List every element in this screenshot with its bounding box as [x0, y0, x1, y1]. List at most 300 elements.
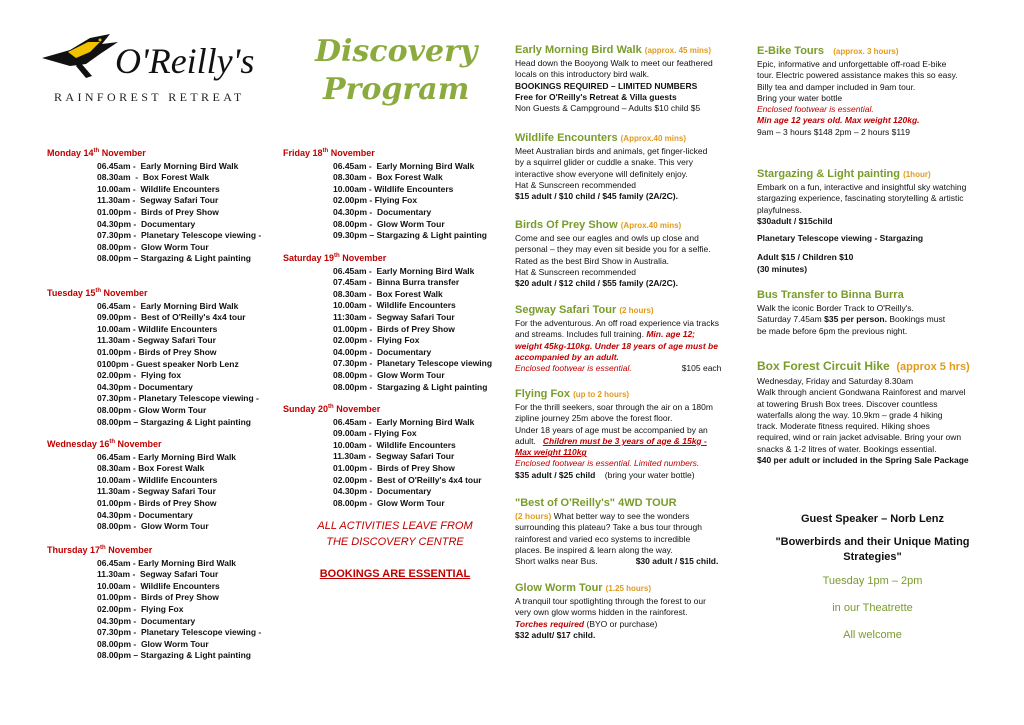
schedule-time: 10.00am [97, 474, 131, 485]
schedule-time: 11:30am [333, 311, 367, 322]
schedule-row [47, 521, 236, 533]
schedule-row [47, 161, 261, 173]
schedule-time: 08.00pm [97, 638, 132, 649]
activity-title [757, 167, 989, 182]
schedule-activity: - Planetary Telescope viewing - [131, 230, 262, 241]
schedule-activity: - Binna Burra transfer [366, 277, 460, 288]
schedule-row [47, 219, 261, 231]
schedule-activity: - Planetary Telescope viewing - [131, 627, 262, 638]
box-forest-price: $40 per adult or included in the Spring Sale Package [757, 455, 969, 466]
activity-box-forest [757, 358, 989, 466]
schedule-activity: - Glow Worm Tour [131, 241, 209, 252]
best-of-line: rainforest and varied eco systems to incredible [515, 533, 691, 544]
schedule-activity: - Birds of Prey Show [131, 346, 217, 357]
schedule-time: 07.30pm [97, 393, 132, 404]
schedule-time: 01.00pm [97, 346, 132, 357]
day-month: November [328, 148, 375, 158]
schedule-row [47, 207, 261, 219]
glow-title: Glow Worm Tour [515, 582, 603, 594]
schedule-activity: - Wildlife Encounters [130, 474, 218, 485]
schedule-row [47, 301, 259, 313]
bus-title: Bus Transfer to Binna Burra [757, 289, 904, 301]
schedule-time: 10.00am [333, 183, 367, 194]
schedule-row [283, 486, 482, 498]
schedule-time: 06.45am [97, 557, 131, 568]
fox-children-age: Children must be 3 years of age & 15kg - [542, 435, 707, 446]
telescope-title: Planetary Telescope viewing - Stargazing [757, 233, 924, 244]
day-month: November [105, 545, 153, 555]
schedule-activity: - Early Morning Bird Walk [366, 416, 475, 427]
program-title [315, 33, 477, 109]
segway-weight: weight 45kg-110kg. Under 18 years of age must be [515, 340, 718, 351]
schedule-row [47, 604, 261, 616]
program-title-line2: Program [323, 72, 470, 107]
day-name: Monday 14 [47, 148, 94, 158]
schedule-time: 02.00pm [333, 335, 368, 346]
schedule-row [47, 486, 236, 498]
schedule-row [283, 428, 482, 440]
fox-line [515, 436, 730, 447]
bus-bookings: Bookings must [886, 314, 946, 325]
schedule-row [47, 417, 259, 429]
activity-bus-transfer [757, 288, 989, 337]
day-suffix: th [93, 148, 100, 154]
activity-title [515, 218, 730, 233]
schedule-time: 04.00pm [333, 346, 368, 357]
schedule-time: 04.30pm [97, 509, 132, 520]
schedule-row [47, 463, 236, 475]
schedule-time: 10.00am [97, 323, 131, 334]
schedule-activity: – Stargazing & Light painting [131, 253, 251, 264]
glow-line: A tranquil tour spotlighting through the forest to our [515, 596, 706, 606]
schedule-row [283, 498, 482, 510]
schedule-activity: - Glow Worm Tour [367, 218, 445, 229]
day-month: November [333, 404, 381, 414]
fox-footwear: Enclosed footwear is essential. Limited numbers. [515, 458, 700, 469]
bird-logo-icon [40, 28, 120, 88]
schedule-activity: - Box Forest Walk [366, 288, 443, 299]
schedule-activity: - Glow Worm Tour [367, 497, 445, 508]
best-of-price-line [515, 556, 730, 567]
segway-footwear: Enclosed footwear is essential. [515, 363, 632, 374]
schedule-row [283, 451, 482, 463]
schedule-time: 08.30am [97, 463, 131, 474]
schedule-activity: – Stargazing & Light painting [131, 650, 251, 661]
activity-ebike [757, 44, 989, 138]
schedule-row [47, 498, 236, 510]
schedule-activity: - Documentary [131, 509, 193, 520]
schedule-time: 08.00pm [333, 381, 368, 392]
schedule-row [283, 475, 482, 487]
schedule-activity: - Birds of Prey Show [131, 592, 219, 603]
stargazing-line: Embark on a fun, interactive and insightful sky watching [757, 182, 967, 192]
prey-duration: (Aprox.40 mins) [620, 221, 682, 230]
schedule-row [47, 650, 261, 662]
bird-walk-free: Free for O'Reilly's Retreat & Villa guests [515, 91, 677, 102]
schedule-day-heading [283, 402, 482, 416]
schedule-activity: - Planetary Telescope viewing [367, 358, 493, 369]
schedule-time: 10.00am [97, 580, 131, 591]
schedule-row [47, 242, 261, 254]
schedule-time: 06.45am [333, 416, 367, 427]
schedule-row [283, 417, 482, 429]
box-forest-line: required, wind or rain jacket advisable. Bring your own [757, 432, 962, 443]
schedule-activity: - Documentary [367, 486, 432, 497]
day-name: Wednesday 16 [47, 439, 110, 449]
schedule-row [47, 393, 259, 405]
schedule-activity: - Flying Fox [131, 603, 184, 614]
bus-line: Walk the iconic Border Track to O'Reilly's. [757, 303, 914, 313]
schedule-time: 08.00pm [333, 218, 368, 229]
schedule-row [283, 463, 482, 475]
schedule-row [283, 277, 492, 289]
day-name: Sunday 20 [283, 404, 329, 414]
activity-wildlife [515, 131, 730, 202]
schedule-activity: - Documentary [131, 218, 196, 229]
schedule-row [47, 195, 261, 207]
schedule-time: 01.00pm [97, 206, 132, 217]
box-forest-line: track. Moderate fitness required. Hiking shoes [757, 421, 930, 432]
activity-segway [515, 303, 730, 374]
schedule-row [283, 266, 492, 278]
fox-adult: adult. [515, 435, 536, 446]
prey-price: $20 adult / $12 child / $55 family (2A/2C). [515, 278, 678, 289]
prey-line: personal – they may even sit beside you for a selfie. [515, 244, 711, 255]
schedule-activity: - Flying Fox [366, 428, 417, 439]
glow-duration: (1.25 hours) [605, 584, 651, 593]
prey-line: Hat & Sunscreen recommended [515, 266, 636, 277]
schedule-row [47, 382, 259, 394]
schedule-day-heading [283, 251, 492, 265]
schedule-activity: - Wildlife Encounters [130, 580, 220, 591]
schedule-row [47, 405, 259, 417]
ebike-age-weight: Min age 12 years old. Max weight 120kg. [757, 115, 920, 126]
schedule-time: 09.00pm [97, 312, 132, 323]
glow-torch-line [515, 619, 730, 630]
wildlife-line: Hat & Sunscreen recommended [515, 179, 636, 190]
schedule-row [47, 452, 236, 464]
schedule-time: 08.30am [333, 172, 367, 183]
schedule-activity: - Segway Safari Tour [130, 486, 216, 497]
schedule-time: 08.00pm [97, 253, 132, 264]
schedule-row [47, 324, 259, 336]
schedule-time: 08.00pm [97, 404, 132, 415]
schedule-row [47, 558, 261, 570]
glow-torches: Torches required [515, 618, 585, 629]
schedule-row [47, 370, 259, 382]
brand-name: O'Reilly's [115, 41, 255, 81]
schedule-row [283, 207, 487, 219]
schedule-time: 08.30am [333, 288, 367, 299]
fox-water: (bring your water bottle) [604, 469, 695, 480]
day-month: November [99, 148, 146, 158]
schedule-activity: - Birds of Prey Show [131, 206, 219, 217]
schedule-activity: - Wildlife Encounters [130, 183, 220, 194]
schedule-activity: - Birds of Prey Show [131, 497, 217, 508]
stargazing-title: Stargazing & Light painting [757, 168, 900, 180]
program-title-line1: Discovery [315, 34, 478, 69]
box-forest-line: Walk through ancient Gondwana Rainforest and marvel [757, 387, 966, 398]
schedule-time: 06.45am [97, 300, 131, 311]
speaker-talk [760, 535, 985, 565]
schedule-row [47, 592, 261, 604]
bird-walk-line: locals on this introductory bird walk. [515, 69, 650, 80]
schedule-row [47, 359, 259, 371]
ebike-line: tour. Electric powered assistance makes this so easy. [757, 70, 958, 81]
wildlife-line: interactive show everyone will definitely enjoy. [515, 168, 688, 179]
ebike-line: Epic, informative and unforgettable off-road E-bike [757, 59, 947, 69]
schedule-day-heading [47, 146, 261, 160]
schedule-activity: - Wildlife Encounters [130, 323, 218, 334]
ebike-line: Bring your water bottle [757, 92, 843, 103]
day-suffix: th [328, 404, 334, 410]
schedule-time: 08.00pm [97, 521, 132, 532]
segway-line [515, 363, 730, 374]
segway-text: and streams. Includes full training. [515, 329, 644, 340]
schedule-activity: - Box Forest Walk [366, 172, 443, 183]
box-forest-line: at towering Brush Box trees. Discover countless [757, 398, 938, 409]
schedule-activity: - Early Morning Bird Walk [366, 160, 475, 171]
schedule-row [283, 172, 487, 184]
segway-price: $105 each [681, 363, 722, 374]
schedule-activity: - Documentary [367, 206, 432, 217]
schedule-time: 09.00am [333, 428, 367, 439]
schedule-activity: - Glow Worm Tour [131, 404, 207, 415]
schedule-activity: - Early Morning Bird Walk [130, 300, 239, 311]
schedule-activity: - Best of O'Reilly's 4x4 tour [131, 312, 246, 323]
segway-line: For the adventurous. An off road experience via tracks [515, 318, 719, 328]
schedule-activity: - Flying Fox [367, 195, 418, 206]
schedule-row [47, 230, 261, 242]
best-of-price: $30 adult / $15 child. [635, 556, 719, 567]
stargazing-price: $30adult / $15child [757, 215, 833, 226]
schedule-activity: - Segway Safari Tour [130, 569, 219, 580]
schedule-row [283, 440, 482, 452]
notice-line1: ALL ACTIVITIES LEAVE FROM [317, 520, 473, 532]
activity-flying-fox [515, 387, 730, 481]
activity-title [515, 131, 730, 146]
schedule-activity: - Planetary Telescope viewing - [131, 393, 259, 404]
schedule-activity: - Segway Safari Tour [366, 311, 455, 322]
schedule-time: 01.00pm [333, 323, 368, 334]
ebike-line: Billy tea and damper included in 9am tour. [757, 81, 916, 92]
schedule-row [47, 581, 261, 593]
speaker-time: Tuesday 1pm – 2pm [822, 575, 923, 587]
schedule-day [47, 146, 261, 265]
activity-title [515, 387, 730, 402]
wildlife-line: Meet Australian birds and animals, get finger-licked [515, 146, 708, 156]
fox-price: $35 adult / $25 child [515, 469, 596, 480]
activity-stargazing [757, 167, 989, 275]
prey-line: Rated as the best Bird Show in Australia. [515, 255, 670, 266]
day-name: Thursday 17 [47, 545, 101, 555]
best-of-walks: Short walks near Bus. [515, 556, 598, 567]
day-suffix: th [100, 545, 106, 551]
activity-title [757, 44, 989, 59]
bird-walk-bookings: BOOKINGS REQUIRED – LIMITED NUMBERS [515, 80, 698, 91]
schedule-row [283, 382, 492, 394]
schedule-day-heading [47, 437, 236, 451]
schedule-row [47, 312, 259, 324]
schedule-row [283, 289, 492, 301]
day-suffix: th [95, 288, 102, 294]
day-name: Tuesday 15 [47, 288, 96, 298]
schedule-day [283, 251, 492, 393]
schedule-row [47, 253, 261, 265]
fox-title: Flying Fox [515, 388, 570, 400]
wildlife-line: by a squirrel glider or cuddle a snake. This very [515, 157, 693, 168]
schedule-activity: - Segway Safari Tour [366, 451, 455, 462]
activity-title [757, 358, 989, 376]
schedule-time: 10.00am [333, 439, 367, 450]
schedule-time: 11.30am [97, 195, 131, 206]
stargazing-line: playfulness. [757, 204, 802, 215]
schedule-row [283, 230, 487, 242]
day-suffix: th [322, 148, 329, 154]
schedule-time: 06.45am [333, 160, 367, 171]
schedule-row [47, 639, 261, 651]
day-month: November [101, 288, 148, 298]
schedule-activity: - Glow Worm Tour [131, 638, 209, 649]
brand-logo [40, 28, 255, 108]
schedule-time: 0100pm [97, 358, 129, 369]
schedule-row [283, 335, 492, 347]
schedule-activity: - Documentary [131, 381, 193, 392]
speaker-place: in our Theatrette [832, 602, 913, 614]
schedule-time: 08.00pm [97, 416, 132, 427]
schedule-activity: - Box Forest Walk [130, 172, 210, 183]
schedule-row [283, 312, 492, 324]
bus-price: $35 per person. [824, 314, 887, 325]
schedule-activity: - Flying fox [131, 370, 182, 381]
telescope-duration: (30 minutes) [757, 263, 808, 274]
guest-speaker [760, 513, 985, 642]
schedule-row [47, 347, 259, 359]
schedule-row [47, 172, 261, 184]
schedule-time: 09.30pm [333, 230, 368, 241]
schedule-time: 04.30pm [333, 206, 368, 217]
schedule-row [47, 616, 261, 628]
schedule-time: 07.30pm [97, 230, 132, 241]
schedule-row [47, 510, 236, 522]
box-forest-title: Box Forest Circuit Hike [757, 359, 890, 373]
schedule-time: 01.00pm [97, 592, 132, 603]
glow-byo: (BYO or purchase) [584, 618, 658, 629]
schedule-activity: - Segway Safari Tour [130, 335, 216, 346]
schedule-day [283, 146, 487, 242]
fox-max-weight: Max weight 110kg [515, 447, 587, 458]
stargazing-line: stargazing experience, fascinating storytelling & artistic [757, 193, 964, 204]
schedule-activity: - Birds of Prey Show [367, 462, 455, 473]
activity-glow-worm [515, 581, 730, 641]
telescope-price: Adult $15 / Children $10 [757, 252, 854, 263]
best-of-line: surrounding this plateau? Take a bus tour through [515, 522, 702, 533]
activity-best-of [515, 496, 730, 567]
bus-time: Saturday 7.45am [757, 314, 825, 325]
segway-line [515, 329, 730, 340]
wildlife-title: Wildlife Encounters [515, 132, 618, 144]
schedule-time: 02.00pm [97, 370, 132, 381]
prey-line: Come and see our eagles and owls up close and [515, 233, 699, 243]
fox-line: Under 18 years of age must be accompanied by an [515, 424, 708, 435]
schedule-activity: - Documentary [367, 346, 432, 357]
schedule-activity: - Wildlife Encounters [366, 183, 454, 194]
bird-walk-duration: (approx. 45 mins) [644, 46, 712, 55]
schedule-activity: - Birds of Prey Show [367, 323, 455, 334]
ebike-price: 9am – 3 hours $148 2pm – 2 hours $119 [757, 126, 910, 137]
schedule-activity: - Best of O'Reilly's 4x4 tour [367, 474, 482, 485]
schedule-time: 06.45am [97, 160, 131, 171]
stargazing-duration: (1hour) [903, 170, 931, 179]
schedule-activity: - Early Morning Bird Walk [366, 265, 475, 276]
schedule-time: 04.30pm [97, 381, 132, 392]
schedule-time: 02.00pm [333, 474, 368, 485]
schedule-activity: - Glow Worm Tour [131, 521, 209, 532]
schedule-time: 01.00pm [333, 462, 368, 473]
schedule-time: 01.00pm [97, 497, 132, 508]
bus-line: be made before 6pm the previous night. [757, 325, 908, 336]
schedule-day [47, 286, 259, 428]
ebike-duration: (approx. 3 hours) [833, 47, 899, 56]
talk-line1: "Bowerbirds and their Unique Mating [775, 536, 970, 548]
schedule-row [283, 184, 487, 196]
schedule-activity: - Stargazing & Light painting [367, 381, 488, 392]
schedule-time: 08.00pm [97, 650, 132, 661]
best-of-line: places. Be inspired & learn along the way. [515, 544, 673, 555]
schedule-day [47, 543, 261, 662]
activity-bird-walk [515, 43, 730, 114]
best-of-duration: (2 hours) [515, 511, 552, 521]
schedule-row [47, 627, 261, 639]
notice-line2: THE DISCOVERY CENTRE [326, 536, 464, 548]
glow-price: $32 adult/ $17 child. [515, 629, 596, 640]
schedule-row [283, 347, 492, 359]
schedule-time: 08.30am [97, 172, 131, 183]
schedule-day-heading [47, 286, 259, 300]
schedule-time: 04.30pm [97, 218, 132, 229]
schedule-day-heading [283, 146, 487, 160]
bookings-notice: BOOKINGS ARE ESSENTIAL [319, 568, 471, 580]
schedule-row [47, 569, 261, 581]
segway-title: Segway Safari Tour [515, 304, 617, 316]
schedule-time: 06.45am [97, 451, 131, 462]
schedule-time: 10.00am [333, 300, 367, 311]
box-forest-line: waterfalls along the way. 10.9km – grade 4 hiking [757, 409, 943, 420]
bird-walk-line: Head down the Booyong Walk to meet our feathered [515, 58, 713, 68]
schedule-day [283, 402, 482, 509]
activity-title [515, 303, 730, 318]
schedule-time: 07.30pm [97, 627, 132, 638]
schedule-time: 11.30am [97, 335, 131, 346]
activity-birds-of-prey [515, 218, 730, 289]
schedule-activity: - Wildlife Encounters [366, 300, 456, 311]
schedule-activity: - Early Morning Bird Walk [130, 160, 239, 171]
schedule-row [283, 324, 492, 336]
schedule-time: 11.30am [97, 486, 131, 497]
schedule-time: 08.00pm [333, 497, 368, 508]
schedule-time: 08.00pm [97, 241, 132, 252]
best-of-intro: What better way to see the wonders [551, 511, 690, 521]
schedule-activity: - Box Forest Walk [130, 463, 205, 474]
schedule-row [283, 161, 487, 173]
speaker-name: Guest Speaker – Norb Lenz [800, 513, 945, 525]
segway-accompanied: accompanied by an adult. [515, 351, 619, 362]
schedule-time: 08.00pm [333, 369, 368, 380]
schedule-row [283, 370, 492, 382]
schedule-row [283, 195, 487, 207]
schedule-time: 04.30pm [333, 486, 368, 497]
schedule-activity: – Stargazing & Light painting [367, 230, 487, 241]
